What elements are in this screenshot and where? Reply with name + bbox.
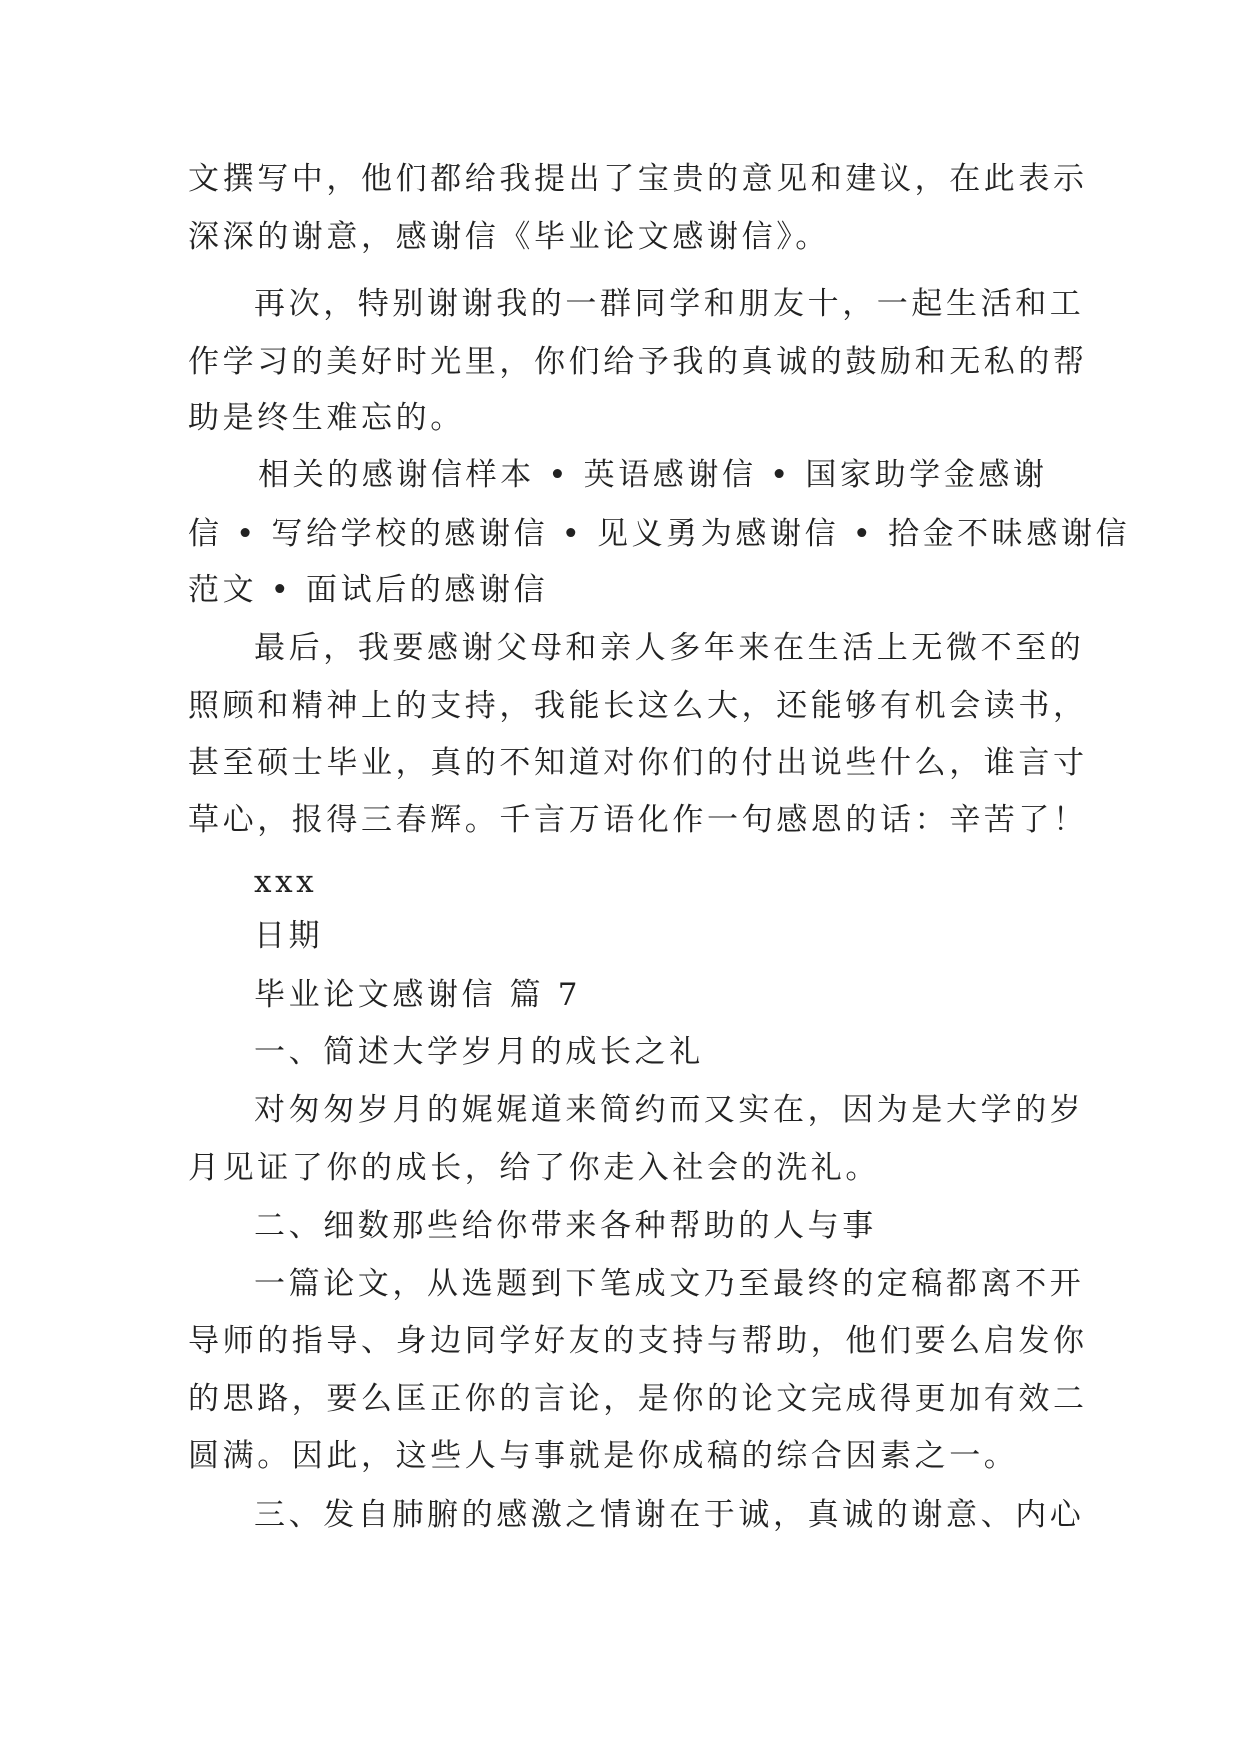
heading-2: 二、细数那些给你带来各种帮助的人与事 xyxy=(254,1208,877,1244)
text-line: 草心，报得三春辉。千言万语化作一句感恩的话：辛苦了！ xyxy=(188,802,1088,838)
text-line: 再次，特别谢谢我的一群同学和朋友十，一起生活和工 xyxy=(254,286,1085,322)
text-line: 作学习的美好时光里，你们给予我的真诚的鼓励和无私的帮 xyxy=(188,344,1088,380)
text-line: 的思路，要么匡正你的言论，是你的论文完成得更加有效二 xyxy=(188,1381,1088,1417)
text-line: 范文 • 面试后的感谢信 xyxy=(188,572,549,608)
text-line: 照顾和精神上的支持，我能长这么大，还能够有机会读书， xyxy=(188,688,1088,724)
text-line: 圆满。因此，这些人与事就是你成稿的综合因素之一。 xyxy=(188,1438,1019,1474)
text-line: 甚至硕士毕业，真的不知道对你们的付出说些什么，谁言寸 xyxy=(188,745,1088,781)
heading-1: 一、简述大学岁月的成长之礼 xyxy=(254,1034,704,1070)
text-line: 相关的感谢信样本 • 英语感谢信 • 国家助学金感谢 xyxy=(258,457,1048,493)
date-label: 日期 xyxy=(254,918,324,954)
text-line: 一篇论文，从选题到下笔成文乃至最终的定稿都离不开 xyxy=(254,1266,1085,1302)
heading-3: 三、发自肺腑的感激之情谢在于诚，真诚的谢意、内心 xyxy=(254,1497,1085,1533)
text-line: 导师的指导、身边同学好友的支持与帮助，他们要么启发你 xyxy=(188,1323,1088,1359)
text-line: 月见证了你的成长，给了你走入社会的洗礼。 xyxy=(188,1150,880,1186)
signature-placeholder: xxx xyxy=(254,864,318,900)
text-line: 文撰写中，他们都给我提出了宝贵的意见和建议，在此表示 xyxy=(188,161,1088,197)
text-line: 信 • 写给学校的感谢信 • 见义勇为感谢信 • 拾金不昧感谢信 xyxy=(188,516,1131,552)
text-line: 助是终生难忘的。 xyxy=(188,400,465,436)
text-line: 深深的谢意，感谢信《毕业论文感谢信》。 xyxy=(188,219,830,255)
section-title: 毕业论文感谢信 篇 7 xyxy=(254,977,582,1013)
text-line: 最后，我要感谢父母和亲人多年来在生活上无微不至的 xyxy=(254,630,1085,666)
text-line: 对匆匆岁月的娓娓道来简约而又实在，因为是大学的岁 xyxy=(254,1092,1085,1128)
